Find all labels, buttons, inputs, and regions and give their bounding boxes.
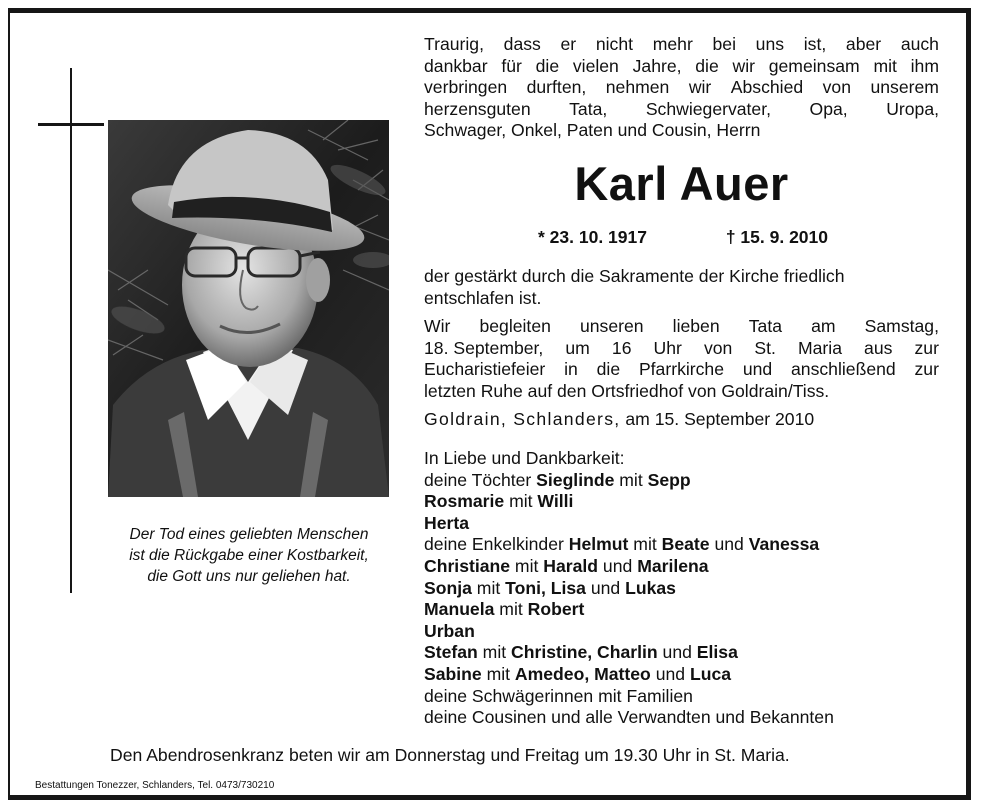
word: mit [873,55,897,76]
word: Opa, [809,98,848,119]
family-member-name: Harald [543,555,599,576]
word: unserem [870,77,939,98]
word: uns [755,34,785,54]
family-connector: und [585,577,626,598]
word: und [742,359,773,380]
word: vielen [572,55,619,76]
undertaker-credit: Bestattungen Tonezzer, Schlanders, Tel. 0473/730210 [35,780,275,791]
word: von [822,77,851,98]
word: dankbar [424,55,488,76]
word: Samstag, [864,316,939,336]
word: Uhr [653,337,682,358]
funeral-line [424,359,939,381]
family-connector: mit [481,663,515,684]
deceased-name: Karl Auer [574,157,789,210]
word: Maria [797,337,842,358]
family-connector: mit [494,599,528,620]
family-line [424,556,944,578]
quote-line: die Gott uns nur geliehen hat. [147,568,351,585]
word: anschließend [791,359,896,380]
word: gemeinsam [768,55,860,76]
word: die [535,55,560,76]
family-line [424,642,944,664]
quote-line: ist die Rückgabe einer Kostbarkeit, [129,547,369,564]
word: nicht [595,34,634,54]
word: von [703,337,733,358]
word: durften, [526,77,587,98]
rosary-announcement: Den Abendrosenkranz beten wir am Donnerstag und Freitag um 19.30 Uhr in St. Maria. [110,745,790,765]
memorial-quote [95,524,403,587]
death-date: † 15. 9. 2010 [725,227,828,247]
birth-date: * 23. 10. 1917 [538,227,647,247]
word: aber [845,34,882,54]
cross-vertical-bar [70,68,72,593]
family-connector: mit [477,642,512,663]
family-connector: deine Cousinen und alle Verwandten und Bekannten [424,707,834,728]
word: wir [688,77,712,98]
family-member-name: Sieglinde [536,469,615,490]
family-member-name: Beate [661,534,710,555]
family-connector: deine Enkelkinder [424,534,569,555]
quote-line: Der Tod eines geliebten Menschen [129,526,369,543]
word: wir [732,55,755,76]
word: verbringen [424,77,508,98]
family-line [424,621,944,643]
family-member-name: Willi [537,491,574,512]
word: Traurig, [424,34,484,54]
cross-horizontal-bar [38,123,104,126]
funeral-line [424,316,939,338]
sacraments-line: entschlafen ist. [424,287,542,308]
family-member-name: Christiane [424,555,511,576]
word: bei [712,34,736,54]
place-and-date [424,408,939,430]
family-member-name: Urban [424,620,475,641]
intro-line [424,99,939,121]
family-line [424,470,944,492]
family-lines [424,470,944,729]
word: Tata [748,316,782,336]
place-name: Goldrain, Schlanders, [424,409,621,429]
word: aus [864,337,893,358]
intro-line [424,56,939,78]
family-connector: deine Schwägerinnen mit Familien [424,685,693,706]
word: Eucharistiefeier [424,359,546,380]
word: 18. September, [424,337,544,358]
family-member-name: Luca [689,663,732,684]
portrait-photo [108,120,389,497]
word: die [695,55,719,76]
family-line [424,491,944,513]
family-connector: und [657,642,697,663]
family-heading: In Liebe und Dankbarkeit: [424,448,625,468]
word: lieben [672,316,720,336]
family-line [424,686,944,708]
word: am [811,316,836,336]
word: er [560,34,577,54]
family-connector: mit [510,555,544,576]
word: für [501,55,522,76]
word: Tata, [569,98,608,119]
family-member-name: Manuela [424,599,495,620]
family-member-name: Helmut [568,534,629,555]
family-connector: und [598,555,638,576]
family-member-name: Herta [424,512,469,533]
family-line [424,534,944,556]
word: zur [914,337,939,358]
family-member-name: Marilena [637,555,709,576]
word: Jahre, [632,55,682,76]
family-line [424,513,944,535]
word: Pfarrkirche [638,359,724,380]
family-member-name: Vanessa [748,534,820,555]
family-member-name: Lukas [625,577,676,598]
family-line [424,664,944,686]
family-member-name: Rosmarie [424,491,505,512]
life-dates [538,226,828,248]
word: Abschied [730,77,804,98]
family-connector: und [709,534,749,555]
notice-date: am 15. September 2010 [625,409,815,429]
word: Wir [424,316,451,336]
word: unseren [579,316,644,336]
family-line [424,707,944,729]
word: zur [914,359,939,380]
sacraments-paragraph [424,266,939,309]
family-member-name: Elisa [696,642,738,663]
intro-line [424,34,939,56]
family-connector: mit [628,534,662,555]
family-member-name: Robert [527,599,585,620]
family-connector: mit [471,577,506,598]
funeral-line [424,338,939,360]
word: um [565,337,590,358]
word: Schwiegervater, [645,98,771,119]
family-member-name: Sepp [647,469,691,490]
intro-line [424,77,939,99]
family-list [424,448,944,729]
word: auch [900,34,939,54]
family-member-name: Stefan [424,642,478,663]
family-connector: mit [504,491,538,512]
word: in [564,359,578,380]
word: mehr [652,34,693,54]
funeral-paragraph [424,316,939,402]
word: dass [503,34,541,54]
word: nehmen [605,77,670,98]
intro-line-last: Schwager, Onkel, Paten und Cousin, Herrn [424,120,761,141]
word: ist, [803,34,827,54]
family-connector: mit [614,469,648,490]
family-member-name: Toni, Lisa [505,577,586,598]
family-connector: deine Töchter [424,469,537,490]
word: St. [754,337,776,358]
funeral-line-last: letzten Ruhe auf den Ortsfriedhof von Goldrain/Tiss. [424,380,830,401]
family-member-name: Christine, Charlin [511,642,658,663]
word: ihm [910,55,939,76]
word: die [596,359,621,380]
family-connector: und [650,663,690,684]
family-member-name: Amedeo, Matteo [514,663,651,684]
family-line [424,599,944,621]
family-member-name: Sonja [424,577,472,598]
word: Uropa, [886,98,939,119]
sacraments-line: der gestärkt durch die Sakramente der Kirche friedlich [424,266,845,286]
family-member-name: Sabine [424,663,482,684]
family-line [424,578,944,600]
word: begleiten [479,316,551,336]
word: herzensguten [424,98,531,119]
intro-paragraph [424,34,939,142]
word: 16 [611,337,632,358]
